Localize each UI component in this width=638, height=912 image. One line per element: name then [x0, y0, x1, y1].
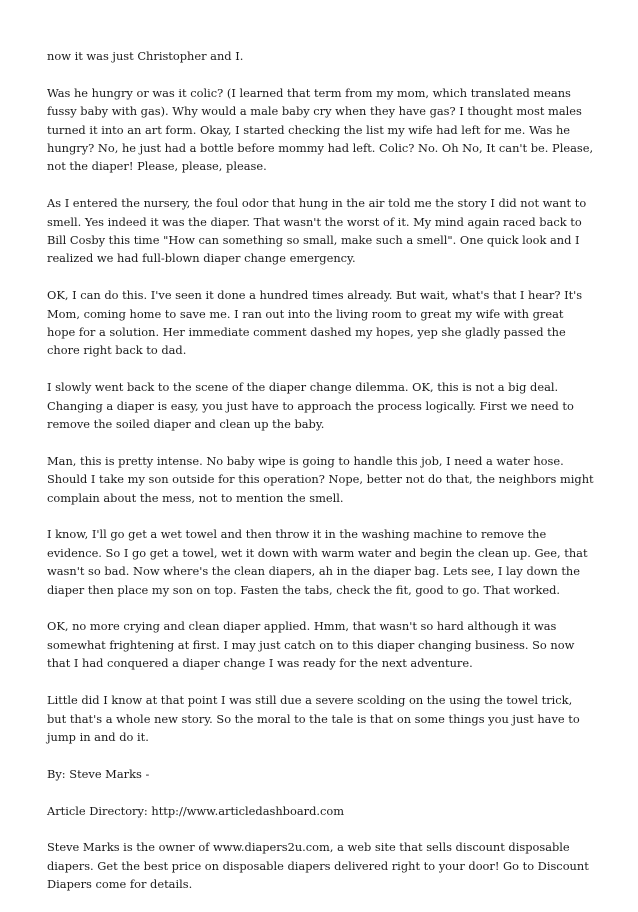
article-directory: Article Directory: http://www.articledashboard.com	[47, 803, 345, 818]
paragraph-dilemma: I slowly went back to the scene of the diaper change dilemma. OK, this is not a big deal. Changing a diaper is easy, you just have to approach the process logically. First we need to remove the soiled diaper and clean up the baby.	[47, 380, 574, 432]
paragraph-intro-end: now it was just Christopher and I.	[47, 49, 244, 63]
paragraph-colic: Was he hungry or was it colic? (I learned that term from my mom, which translated means fussy baby with gas). Why would a male baby cry when they have gas? I thought most males turned it into an art form. Okay, I started checking the list my wife had left for me. Was he hungry? No, he just had a bottle before mommy had left. Colic? No. Oh No, It can't be. Please, not the diaper! Please, please, please.	[47, 85, 594, 174]
paragraph-nursery: As I entered the nursery, the foul odor that hung in the air told me the story I did not want to smell. Yes indeed it was the diaper. That wasn't the worst of it. My mind again raced back to Bill Cosby this time "How can something so small, make such a smell". One quick look and I realized we had full-blown diaper change emergency.	[47, 196, 587, 266]
paragraph-no-more-crying: OK, no more crying and clean diaper applied. Hmm, that wasn't so hard although it was somewhat frightening at first. I may just catch on to this diaper changing business. So now that I had conquered a diaper change I was ready for the next adventure.	[47, 619, 575, 671]
byline: By: Steve Marks -	[47, 766, 150, 781]
paragraph-moral: Little did I know at that point I was still due a severe scolding on the using the towel trick, but that's a whole new story. So the moral to the tale is that on some things you just have to jump in and do it.	[47, 693, 580, 744]
paragraph-wet-towel: I know, I'll go get a wet towel and then throw it in the washing machine to remove the evidence. So I go get a towel, wet it down with warm water and begin the clean up. Gee, that wasn't so bad. Now where's the clean diapers, ah in the diaper bag. Lets see, I lay down the diaper then place my son on top. Fasten the tabs, check the fit, good to go. That worked.	[47, 527, 588, 597]
paragraph-mom-home: OK, I can do this. I've seen it done a hundred times already. But wait, what's that I hear? It's Mom, coming home to save me. I ran out into the living room to great my wife with great hope for a solution. Her immediate comment dashed my hopes, yep she gladly passed the chore right back to dad.	[47, 288, 583, 358]
paragraph-intense: Man, this is pretty intense. No baby wipe is going to handle this job, I need a water hose. Should I take my son outside for this operation? Nope, better not do that, the neighbors might complain about the mess, not to mention the smell.	[47, 453, 594, 505]
document-page	[47, 47, 595, 912]
author-bio: Steve Marks is the owner of www.diapers2u.com, a web site that sells discount disposable diapers. Get the best price on disposable diapers delivered right to your door! Go to Discount Diapers come for details.	[47, 840, 589, 892]
